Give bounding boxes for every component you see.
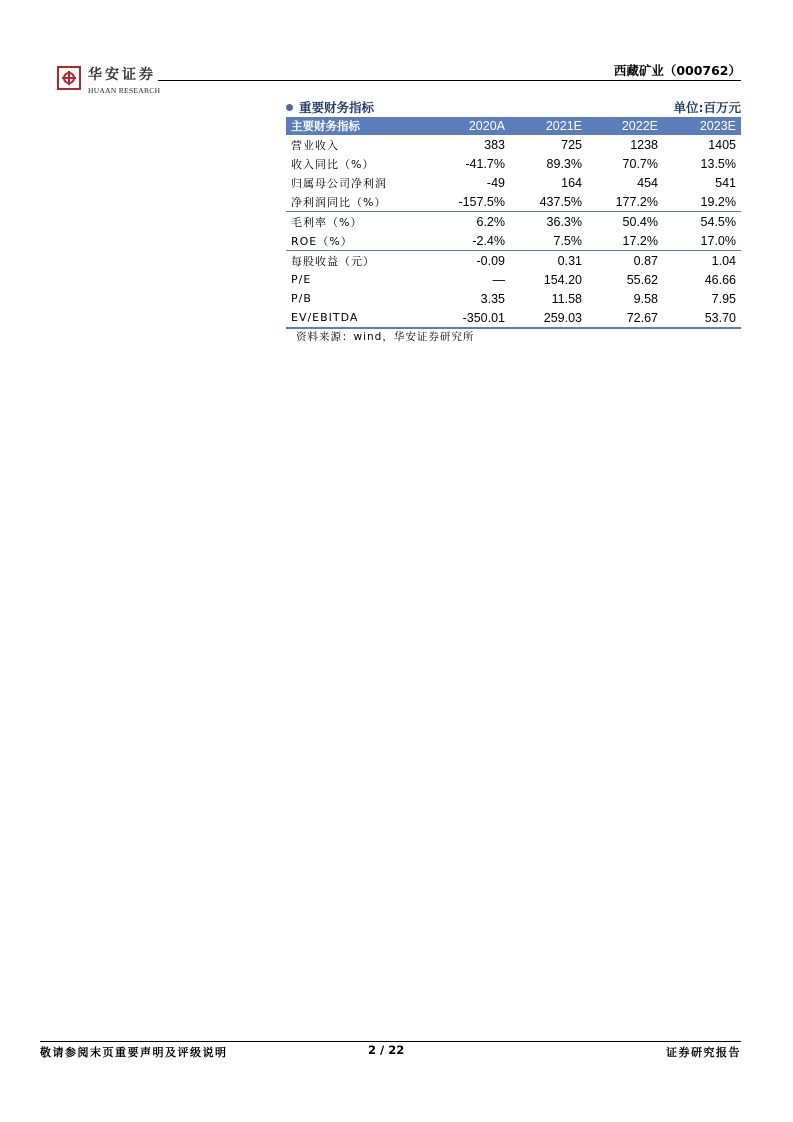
row-label: 归属母公司净利润 (291, 176, 387, 190)
table-cell: 53.70 (663, 308, 741, 328)
table-cell: 9.58 (633, 291, 658, 306)
row-label: 营业收入 (291, 138, 339, 152)
table-row (286, 173, 741, 192)
column-header: 2023E (663, 117, 741, 135)
table-cell: 17.0% (663, 231, 741, 251)
table-cell: 0.87 (633, 253, 658, 268)
row-label: 每股收益（元） (291, 254, 375, 268)
table-cell: -350.01 (438, 308, 510, 328)
table-cell: 454 (637, 175, 658, 190)
table-cell: 3.35 (480, 291, 505, 306)
brand-name-en: HUAAN RESEARCH (88, 86, 161, 95)
table-cell: 72.67 (587, 308, 663, 328)
row-label: 收入同比（%） (291, 157, 375, 171)
table-cell: 154.20 (543, 272, 582, 287)
row-label: P/B (291, 292, 312, 305)
table-row (286, 289, 741, 308)
table-row (286, 308, 741, 328)
table-row (286, 192, 741, 212)
table-cell: — (492, 272, 505, 287)
table-header-row (286, 117, 741, 135)
table-cell: 46.66 (704, 272, 736, 287)
table-cell: 437.5% (510, 192, 587, 212)
header-divider (158, 80, 741, 81)
stock-title: 西藏矿业（000762） (613, 63, 741, 78)
table-cell: 1.04 (711, 253, 736, 268)
row-label: 毛利率（%） (291, 215, 363, 229)
table-cell: 17.2% (587, 231, 663, 251)
row-label: EV/EBITDA (286, 308, 438, 328)
table-cell: 0.31 (557, 253, 582, 268)
row-label: P/E (291, 273, 312, 286)
table-cell: 50.4% (622, 214, 658, 229)
table-row (286, 212, 741, 232)
source-note: 资料来源：wind，华安证券研究所 (296, 331, 475, 343)
brand-name: 华安证券 (88, 67, 156, 83)
table-cell: 383 (484, 137, 505, 152)
table-cell: 13.5% (700, 156, 736, 171)
unit-label: 单位:百万元 (673, 100, 741, 115)
table-row (286, 270, 741, 289)
table-cell: -2.4% (438, 231, 510, 251)
table-cell: 725 (561, 137, 582, 152)
table-cell: -41.7% (465, 156, 505, 171)
footer-disclaimer: 敬请参阅末页重要声明及评级说明 (40, 1046, 228, 1059)
column-header: 2020A (438, 117, 510, 135)
table-cell: 54.5% (700, 214, 736, 229)
table-cell: 7.5% (510, 231, 587, 251)
bullet-icon (286, 104, 293, 111)
table-cell: 36.3% (546, 214, 582, 229)
section-title-text: 重要财务指标 (299, 100, 375, 115)
table-cell: 89.3% (546, 156, 582, 171)
footer-divider (40, 1041, 741, 1042)
table-cell: 6.2% (476, 214, 505, 229)
row-label: ROE（%） (286, 231, 438, 251)
table-row (286, 231, 741, 251)
table-cell: 55.62 (626, 272, 658, 287)
column-header: 2022E (587, 117, 663, 135)
page-number: 2 / 22 (368, 1043, 405, 1057)
financial-table (286, 117, 741, 329)
table-row (286, 251, 741, 271)
huaan-logo-icon (57, 66, 81, 90)
column-header: 2021E (510, 117, 587, 135)
table-cell: 259.03 (510, 308, 587, 328)
table-cell: 541 (715, 175, 736, 190)
table-cell: -0.09 (476, 253, 505, 268)
row-label: 净利润同比（%） (286, 192, 438, 212)
table-cell: -49 (486, 175, 505, 190)
table-cell: 177.2% (587, 192, 663, 212)
table-cell: 7.95 (711, 291, 736, 306)
table-cell: 70.7% (622, 156, 658, 171)
footer-report-type: 证券研究报告 (666, 1046, 741, 1059)
table-cell: 164 (561, 175, 582, 190)
table-cell: 1238 (630, 137, 658, 152)
section-title (286, 98, 374, 116)
table-row (286, 135, 741, 154)
table-cell: 1405 (708, 137, 736, 152)
column-header: 主要财务指标 (286, 117, 438, 135)
table-cell: 19.2% (663, 192, 741, 212)
table-cell: 11.58 (551, 291, 582, 306)
table-cell: -157.5% (438, 192, 510, 212)
table-row (286, 154, 741, 173)
